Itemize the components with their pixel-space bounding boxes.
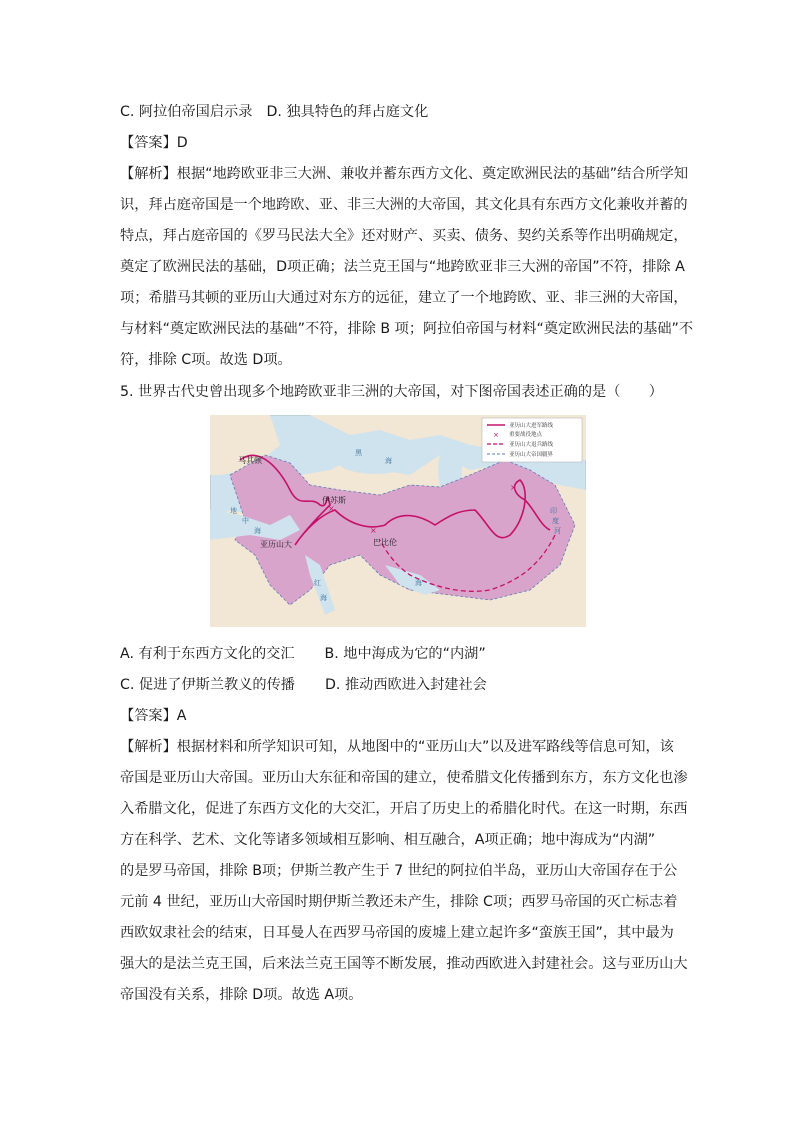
- label-sea: 中: [242, 517, 249, 525]
- battle-marker: ×: [510, 483, 517, 492]
- battle-marker: ×: [328, 504, 335, 513]
- q5-analysis-line: 帝国是亚历山大帝国。亚历山大东征和帝国的建立，使希腊文化传播到东方，东方文化也渗: [120, 770, 688, 786]
- q5-analysis-line: 强大的是法兰克王国，后来法兰克王国等不断发展，推动西欧进入封建社会。这与亚历山大: [120, 956, 688, 972]
- label-sea: 地: [230, 507, 237, 515]
- q5-option-c: C. 促进了伊斯兰教义的传播: [120, 677, 295, 693]
- alexander-empire-map: [210, 415, 586, 627]
- q5-options-ab: [120, 644, 486, 664]
- q5-analysis-line: 的是罗马帝国，排除 B项；伊斯兰教产生于 7 世纪的阿拉伯半岛，亚历山大帝国存在于公: [120, 863, 678, 879]
- q4-analysis-line: 识，拜占庭帝国是一个地跨欧、亚、非三大洲的大帝国，其文化具有东西方文化兼收并蓄的: [120, 197, 688, 213]
- map-legend: [482, 418, 582, 462]
- q5-options-cd: [120, 675, 487, 695]
- q5-stem: 5. 世界古代史曾出现多个地跨欧亚非三洲的大帝国，对下图帝国表述正确的是（ ）: [120, 384, 663, 400]
- legend-battle-marker: ×: [493, 431, 499, 439]
- q4-options-cd: [120, 102, 428, 122]
- battle-marker: ×: [370, 526, 377, 535]
- q4-analysis-line: 【解析】根据“地跨欧亚非三大洲、兼收并蓄东西方文化、奠定欧洲民法的基础”结合所学知: [120, 166, 689, 182]
- legend-battle-label: 重要战役地点: [509, 432, 543, 438]
- q5-analysis-line: 方在科学、艺术、文化等诸多领域相互影响、相互融合，A项正确；地中海成为“内湖”: [120, 832, 656, 848]
- label-babylon: 巴比伦: [373, 538, 397, 547]
- q4-analysis-line: 项；希腊马其顿的亚历山大通过对东方的远征，建立了一个地跨欧、亚、非三洲的大帝国，: [120, 290, 688, 306]
- q5-option-b: B. 地中海成为它的“内湖”: [324, 646, 486, 662]
- q5-option-d: D. 推动西欧进入封建社会: [325, 677, 487, 693]
- label-red-sea: 红: [314, 579, 321, 587]
- q5-option-a: A. 有利于东西方文化的交汇: [120, 646, 295, 662]
- label-macedonia: 马其顿: [238, 456, 262, 465]
- q4-answer: 【答案】D: [120, 135, 188, 151]
- label-black-sea: 黑: [355, 449, 362, 457]
- label-black-sea: 海: [385, 457, 392, 465]
- label-gulf: 海: [415, 579, 422, 587]
- legend-border-label: 亚历山大帝国疆界: [509, 452, 554, 458]
- label-indus: 印: [550, 507, 557, 515]
- legend-advance-label: 亚历山大进军路线: [509, 423, 554, 429]
- q4-option-c: C. 阿拉伯帝国启示录: [120, 104, 253, 120]
- q4-analysis-line: 与材料“奠定欧洲民法的基础”不符，排除 B 项；阿拉伯帝国与材料“奠定欧洲民法的基础”不: [120, 321, 694, 337]
- q5-answer: 【答案】A: [120, 708, 187, 724]
- label-alexandria: 亚历山大: [260, 540, 292, 549]
- black-sea: [337, 446, 413, 474]
- q4-analysis-line: 符，排除 C项。故选 D项。: [120, 352, 292, 368]
- label-indus: 度: [552, 517, 559, 525]
- label-sea: 海: [254, 527, 261, 535]
- q5-analysis-line: 元前 4 世纪，亚历山大帝国时期伊斯兰教还未产生，排除 C项；西罗马帝国的灭亡标志着: [120, 894, 678, 910]
- label-issus: 伊苏斯: [322, 496, 346, 505]
- label-red-sea: 海: [320, 594, 327, 602]
- legend-retreat-label: 亚历山大退兵路线: [509, 442, 554, 448]
- q5-analysis-line: 帝国没有关系，排除 D项。故选 A项。: [120, 987, 363, 1003]
- q5-analysis-line: 【解析】根据材料和所学知识可知，从地图中的“亚历山大”以及进军路线等信息可知，该: [120, 739, 674, 755]
- q5-analysis-line: 入希腊文化，促进了东西方文化的大交汇，开启了历史上的希腊化时代。在这一时期，东西: [120, 801, 688, 817]
- q4-analysis-line: 特点，拜占庭帝国的《罗马民法大全》还对财产、买卖、债务、契约关系等作出明确规定，: [120, 228, 688, 244]
- q4-option-d: D. 独具特色的拜占庭文化: [266, 104, 429, 120]
- q4-analysis-line: 奠定了欧洲民法的基础，D项正确；法兰克王国与“地跨欧亚非三大洲的帝国”不符，排除 A: [120, 259, 685, 275]
- q5-analysis-line: 西欧奴隶社会的结束，日耳曼人在西罗马帝国的废墟上建立起许多“蛮族王国”，其中最为: [120, 925, 674, 941]
- label-indus: 河: [554, 527, 561, 535]
